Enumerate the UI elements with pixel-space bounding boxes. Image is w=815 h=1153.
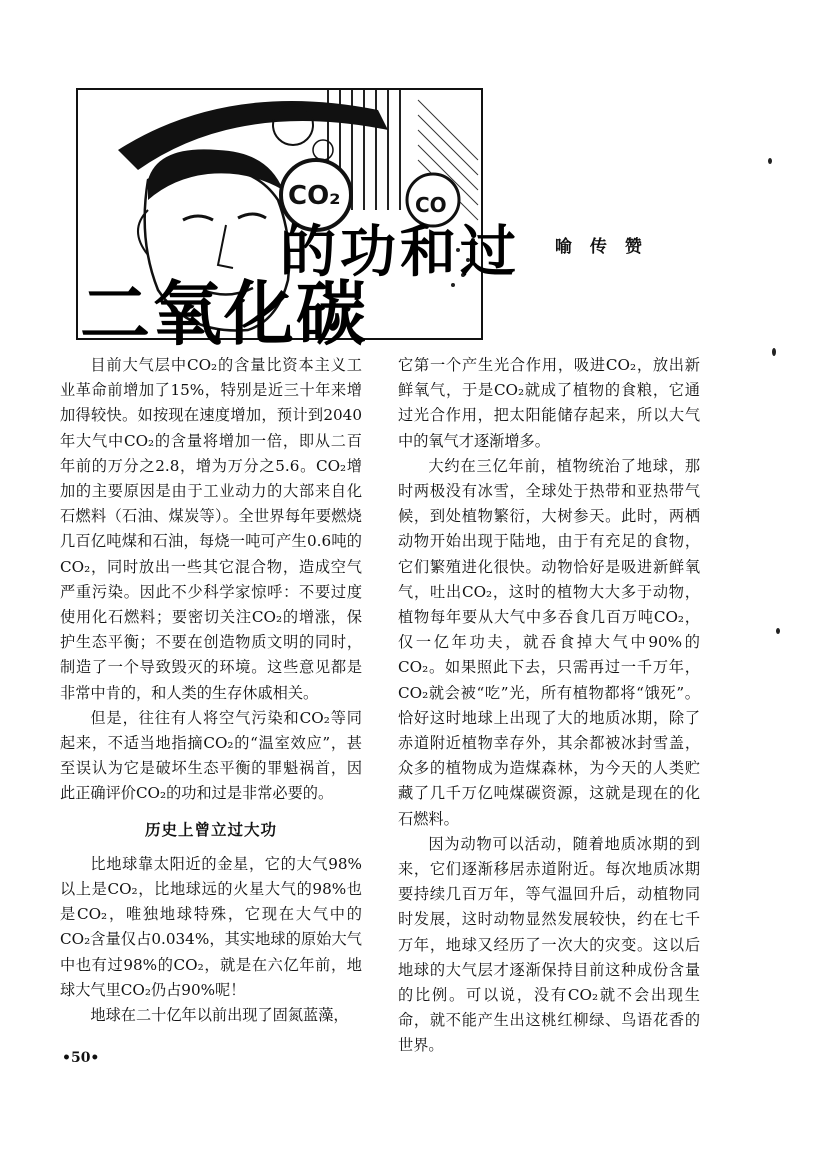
scan-speck [772, 348, 776, 356]
paragraph: 因为动物可以活动，随着地质冰期的到来，它们逐渐移居赤道附近。每次地质冰期要持续几百万年，等气温回升后，动植物同时发展，这时动物显然发展较快，约在七千万年，地球又经历了一次大的灾变。这以后地球的大气层才逐渐保持目前这种成份含量的比例。可以说，没有CO₂就不会出现生命，就不能产生出这桃红柳绿、鸟语花香的世界。 [398, 834, 700, 1055]
page-number: •50• [62, 1050, 100, 1066]
paragraph: 但是，往往有人将空气污染和CO₂等同起来，不适当地指摘CO₂的“温室效应”，甚至误认为它是破坏生态平衡的罪魁祸首，因此正确评价CO₂的功和过是非常必要的。 [60, 708, 362, 803]
scan-speck [776, 628, 780, 634]
paragraph: 大约在三亿年前，植物统治了地球，那时两极没有冰雪，全球处于热带和亚热带气候，到处植物繁衍，大树参天。此时，两栖动物开始出现于陆地，由于有充足的食物，它们繁殖进化很快。动物恰好是吸进新鲜氧气，吐出CO₂，这时的植物大大多于动物，植物每年要从大气中多吞食几百万吨CO₂，仅一亿年功夫，就吞食掉大气中90%的CO₂。如果照此下去，只需再过一千万年，CO₂就会被“吃”光，所有植物都将“饿死”。恰好这时地球上出现了大的地质冰期，除了赤道附近植物幸存外，其余都被冰封雪盖，众多的植物成为造煤森林，为今天的人类贮藏了几千万亿吨煤碳资源，这就是现在的化石燃料。 [398, 456, 700, 828]
author-name: 喻 传 赞 [555, 237, 648, 257]
paragraph: 比地球靠太阳近的金星，它的大气98%以上是CO₂，比地球远的火星大气的98%也是CO₂，唯独地球特殊，它现在大气中的CO₂含量仅占0.034%，其实地球的原始大气中也有过98%的CO₂，就是在六亿年前，地球大气里CO₂仍占90%呢！ [60, 854, 362, 999]
right-column [398, 353, 700, 1059]
paragraph: 目前大气层中CO₂的含量比资本主义工业革命前增加了15%，特别是近三十年来增加得较快。如按现在速度增加，预计到2040年大气中CO₂的含量将增加一倍，即从二百年前的万分之2.8，增为万分之5.6。CO₂增加的主要原因是由于工业动力的大部来自化石燃料（石油、煤炭等）。全世界每年要燃烧几百亿吨煤和石油，每烧一吨可产生0.6吨的CO₂，同时放出一些其它混合物，造成空气严重污染。因此不少科学家惊呼：不要过度使用化石燃料；要密切关注CO₂的增涨，保护生态平衡；不要在创造物质文明的同时，制造了一个导致毁灭的环境。这些意见都是非常中肯的，和人类的生存休戚相关。 [60, 356, 362, 702]
left-column [60, 353, 362, 1028]
title-line-1: 的功和过 [280, 220, 520, 285]
section-heading: 历史上曾立过大功 [144, 819, 277, 839]
paragraph: 地球在二十亿年以前出现了固氮蓝藻， [90, 1006, 349, 1025]
title-line-2: 二氧化碳 [80, 273, 368, 355]
co2-badge: CO₂ [288, 181, 341, 211]
scan-speck [768, 158, 772, 164]
co-badge: CO [415, 193, 447, 217]
paragraph-continued: 它第一个产生光合作用，吸进CO₂，放出新鲜氧气，于是CO₂就成了植物的食粮，它通过光合作用，把太阳能储存起来，所以大气中的氧气才逐渐增多。 [398, 356, 700, 450]
